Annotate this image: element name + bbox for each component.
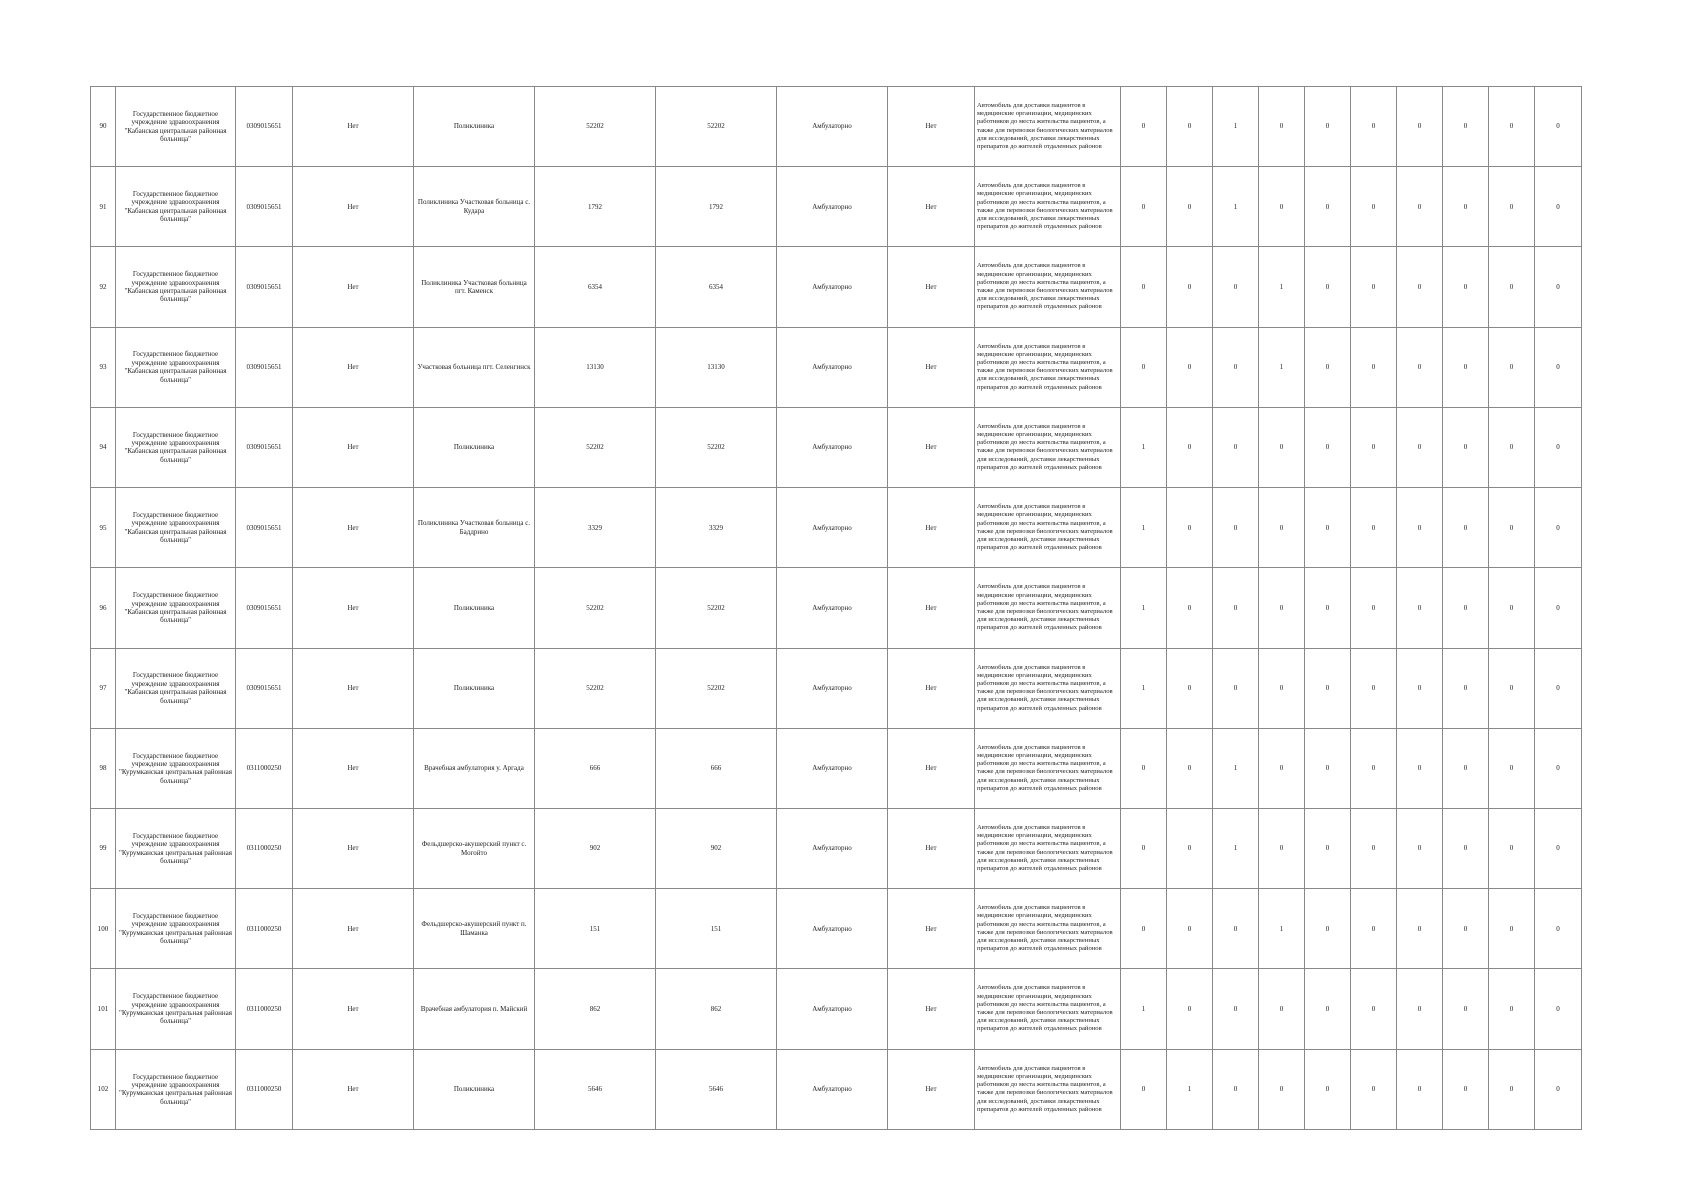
population-cell: 6354 <box>535 247 656 327</box>
vehicle-count: 0 <box>1397 1049 1443 1129</box>
vehicle-count: 0 <box>1397 808 1443 888</box>
vehicle-count: 0 <box>1213 969 1259 1049</box>
population-cell: 862 <box>535 969 656 1049</box>
organization-name: Государственное бюджетное учреждение здравоохранения "Кабанская центральная районная больница" <box>116 488 236 568</box>
vehicle-purpose: Автомобиль для доставки пациентов в медицинские организации, медицинских работников до места жительства пациентов, а также для перевозки биологических материалов для исследований, доставки лекарственных препаратов до жителей отдаленных районов <box>975 167 1121 247</box>
flag-cell: Нет <box>293 247 414 327</box>
vehicle-purpose: Автомобиль для доставки пациентов в медицинские организации, медицинских работников до места жительства пациентов, а также для перевозки биологических материалов для исследований, доставки лекарственных препаратов до жителей отдаленных районов <box>975 1049 1121 1129</box>
department-name: Врачебная амбулатория у. Аргада <box>414 728 535 808</box>
vehicle-count: 1 <box>1213 728 1259 808</box>
department-name: Фельдшерско-акушерский пункт с. Могойто <box>414 808 535 888</box>
vehicle-count: 0 <box>1121 167 1167 247</box>
row-number: 102 <box>91 1049 116 1129</box>
vehicle-count: 0 <box>1259 969 1305 1049</box>
inn-code: 0311000250 <box>236 808 293 888</box>
flag-cell-2: Нет <box>888 488 975 568</box>
vehicle-count: 0 <box>1167 568 1213 648</box>
population-cell: 13130 <box>535 327 656 407</box>
vehicle-count: 0 <box>1351 327 1397 407</box>
vehicle-count: 1 <box>1259 327 1305 407</box>
flag-cell-2: Нет <box>888 1049 975 1129</box>
flag-cell: Нет <box>293 969 414 1049</box>
vehicle-count: 0 <box>1305 889 1351 969</box>
vehicle-count: 0 <box>1489 889 1535 969</box>
vehicle-count: 0 <box>1351 488 1397 568</box>
vehicle-count: 0 <box>1489 407 1535 487</box>
vehicle-purpose: Автомобиль для доставки пациентов в медицинские организации, медицинских работников до места жительства пациентов, а также для перевозки биологических материалов для исследований, доставки лекарственных препаратов до жителей отдаленных районов <box>975 568 1121 648</box>
vehicle-count: 0 <box>1489 568 1535 648</box>
vehicle-count: 0 <box>1259 167 1305 247</box>
population-cell: 52202 <box>535 87 656 167</box>
organization-name: Государственное бюджетное учреждение здравоохранения "Кабанская центральная районная больница" <box>116 568 236 648</box>
organization-name: Государственное бюджетное учреждение здравоохранения "Кабанская центральная районная больница" <box>116 648 236 728</box>
organization-name: Государственное бюджетное учреждение здравоохранения "Курумканская центральная районная больница" <box>116 728 236 808</box>
vehicle-count: 0 <box>1259 648 1305 728</box>
table-row <box>91 1049 1582 1129</box>
flag-cell: Нет <box>293 87 414 167</box>
vehicle-count: 0 <box>1535 969 1582 1049</box>
vehicle-count: 0 <box>1535 407 1582 487</box>
inn-code: 0309015651 <box>236 167 293 247</box>
vehicle-purpose: Автомобиль для доставки пациентов в медицинские организации, медицинских работников до места жительства пациентов, а также для перевозки биологических материалов для исследований, доставки лекарственных препаратов до жителей отдаленных районов <box>975 969 1121 1049</box>
vehicle-count: 0 <box>1167 167 1213 247</box>
vehicle-count: 0 <box>1351 407 1397 487</box>
vehicle-count: 0 <box>1443 247 1489 327</box>
inn-code: 0309015651 <box>236 87 293 167</box>
vehicle-count: 0 <box>1259 488 1305 568</box>
inn-code: 0311000250 <box>236 1049 293 1129</box>
vehicle-count: 0 <box>1259 1049 1305 1129</box>
row-number: 90 <box>91 87 116 167</box>
flag-cell-2: Нет <box>888 87 975 167</box>
population-served-cell: 666 <box>656 728 777 808</box>
vehicle-count: 0 <box>1397 488 1443 568</box>
vehicle-count: 0 <box>1167 889 1213 969</box>
table-row <box>91 327 1582 407</box>
vehicle-count: 0 <box>1213 407 1259 487</box>
table-row <box>91 889 1582 969</box>
organization-name: Государственное бюджетное учреждение здравоохранения "Кабанская центральная районная больница" <box>116 167 236 247</box>
vehicle-count: 1 <box>1121 648 1167 728</box>
row-number: 92 <box>91 247 116 327</box>
row-number: 91 <box>91 167 116 247</box>
inn-code: 0309015651 <box>236 327 293 407</box>
flag-cell: Нет <box>293 568 414 648</box>
row-number: 96 <box>91 568 116 648</box>
flag-cell: Нет <box>293 167 414 247</box>
vehicle-purpose: Автомобиль для доставки пациентов в медицинские организации, медицинских работников до места жительства пациентов, а также для перевозки биологических материалов для исследований, доставки лекарственных препаратов до жителей отдаленных районов <box>975 889 1121 969</box>
row-number: 98 <box>91 728 116 808</box>
population-served-cell: 902 <box>656 808 777 888</box>
population-served-cell: 1792 <box>656 167 777 247</box>
vehicle-count: 0 <box>1213 488 1259 568</box>
inn-code: 0309015651 <box>236 568 293 648</box>
vehicle-purpose: Автомобиль для доставки пациентов в медицинские организации, медицинских работников до места жительства пациентов, а также для перевозки биологических материалов для исследований, доставки лекарственных препаратов до жителей отдаленных районов <box>975 327 1121 407</box>
vehicle-count: 0 <box>1351 728 1397 808</box>
vehicle-count: 0 <box>1121 327 1167 407</box>
flag-cell-2: Нет <box>888 969 975 1049</box>
table-row <box>91 488 1582 568</box>
vehicle-purpose: Автомобиль для доставки пациентов в медицинские организации, медицинских работников до места жительства пациентов, а также для перевозки биологических материалов для исследований, доставки лекарственных препаратов до жителей отдаленных районов <box>975 808 1121 888</box>
vehicle-count: 0 <box>1535 1049 1582 1129</box>
population-cell: 902 <box>535 808 656 888</box>
department-name: Поликлиника <box>414 568 535 648</box>
vehicle-count: 0 <box>1443 728 1489 808</box>
vehicle-count: 0 <box>1489 808 1535 888</box>
care-type-cell: Амбулаторно <box>777 247 888 327</box>
vehicle-count: 0 <box>1305 969 1351 1049</box>
vehicle-count: 0 <box>1305 648 1351 728</box>
vehicle-count: 0 <box>1305 1049 1351 1129</box>
department-name: Поликлиника <box>414 1049 535 1129</box>
flag-cell: Нет <box>293 728 414 808</box>
vehicle-purpose: Автомобиль для доставки пациентов в медицинские организации, медицинских работников до места жительства пациентов, а также для перевозки биологических материалов для исследований, доставки лекарственных препаратов до жителей отдаленных районов <box>975 728 1121 808</box>
vehicle-count: 0 <box>1351 247 1397 327</box>
vehicle-count: 0 <box>1397 247 1443 327</box>
flag-cell: Нет <box>293 808 414 888</box>
vehicle-count: 0 <box>1443 167 1489 247</box>
inn-code: 0311000250 <box>236 728 293 808</box>
vehicle-count: 0 <box>1535 648 1582 728</box>
vehicle-count: 0 <box>1167 648 1213 728</box>
care-type-cell: Амбулаторно <box>777 808 888 888</box>
organization-name: Государственное бюджетное учреждение здравоохранения "Кабанская центральная районная больница" <box>116 327 236 407</box>
vehicle-count: 0 <box>1443 488 1489 568</box>
department-name: Участковая больница пгт. Селенгинск <box>414 327 535 407</box>
vehicle-count: 0 <box>1351 1049 1397 1129</box>
vehicle-count: 0 <box>1259 568 1305 648</box>
flag-cell: Нет <box>293 488 414 568</box>
care-type-cell: Амбулаторно <box>777 969 888 1049</box>
vehicle-count: 0 <box>1489 87 1535 167</box>
vehicle-count: 0 <box>1351 889 1397 969</box>
vehicle-count: 0 <box>1489 969 1535 1049</box>
population-cell: 52202 <box>535 407 656 487</box>
organization-name: Государственное бюджетное учреждение здравоохранения "Курумканская центральная районная больница" <box>116 969 236 1049</box>
vehicle-count: 0 <box>1397 728 1443 808</box>
vehicle-count: 0 <box>1259 407 1305 487</box>
population-cell: 1792 <box>535 167 656 247</box>
flag-cell-2: Нет <box>888 808 975 888</box>
vehicle-count: 0 <box>1121 247 1167 327</box>
table-row <box>91 407 1582 487</box>
vehicle-count: 0 <box>1443 327 1489 407</box>
table-row <box>91 648 1582 728</box>
flag-cell-2: Нет <box>888 247 975 327</box>
vehicle-count: 0 <box>1167 969 1213 1049</box>
care-type-cell: Амбулаторно <box>777 167 888 247</box>
vehicle-count: 0 <box>1489 648 1535 728</box>
population-served-cell: 52202 <box>656 87 777 167</box>
vehicle-count: 0 <box>1489 488 1535 568</box>
vehicle-count: 0 <box>1305 167 1351 247</box>
vehicle-count: 0 <box>1397 87 1443 167</box>
department-name: Поликлиника Участковая больница пгт. Каменск <box>414 247 535 327</box>
department-name: Поликлиника Участковая больница с. Кудара <box>414 167 535 247</box>
vehicle-count: 0 <box>1443 969 1489 1049</box>
vehicle-count: 0 <box>1259 728 1305 808</box>
care-type-cell: Амбулаторно <box>777 648 888 728</box>
organization-name: Государственное бюджетное учреждение здравоохранения "Курумканская центральная районная больница" <box>116 1049 236 1129</box>
population-served-cell: 5646 <box>656 1049 777 1129</box>
vehicle-count: 0 <box>1535 167 1582 247</box>
department-name: Поликлиника <box>414 87 535 167</box>
vehicle-count: 0 <box>1489 167 1535 247</box>
vehicle-count: 0 <box>1397 969 1443 1049</box>
care-type-cell: Амбулаторно <box>777 1049 888 1129</box>
population-cell: 666 <box>535 728 656 808</box>
inn-code: 0309015651 <box>236 488 293 568</box>
care-type-cell: Амбулаторно <box>777 488 888 568</box>
department-name: Поликлиника Участковая больница с. Баддрино <box>414 488 535 568</box>
vehicle-count: 0 <box>1121 889 1167 969</box>
inn-code: 0309015651 <box>236 407 293 487</box>
vehicle-purpose: Автомобиль для доставки пациентов в медицинские организации, медицинских работников до места жительства пациентов, а также для перевозки биологических материалов для исследований, доставки лекарственных препаратов до жителей отдаленных районов <box>975 407 1121 487</box>
vehicle-count: 0 <box>1535 488 1582 568</box>
vehicle-count: 0 <box>1167 87 1213 167</box>
vehicle-count: 0 <box>1535 889 1582 969</box>
vehicle-count: 0 <box>1167 488 1213 568</box>
table-row <box>91 969 1582 1049</box>
vehicle-count: 0 <box>1535 247 1582 327</box>
vehicle-count: 0 <box>1213 648 1259 728</box>
vehicle-count: 1 <box>1213 87 1259 167</box>
row-number: 93 <box>91 327 116 407</box>
vehicle-count: 0 <box>1535 728 1582 808</box>
care-type-cell: Амбулаторно <box>777 728 888 808</box>
vehicle-purpose: Автомобиль для доставки пациентов в медицинские организации, медицинских работников до места жительства пациентов, а также для перевозки биологических материалов для исследований, доставки лекарственных препаратов до жителей отдаленных районов <box>975 87 1121 167</box>
flag-cell: Нет <box>293 648 414 728</box>
table-body <box>91 87 1582 1130</box>
vehicle-count: 0 <box>1443 407 1489 487</box>
vehicle-count: 0 <box>1351 167 1397 247</box>
row-number: 100 <box>91 889 116 969</box>
row-number: 97 <box>91 648 116 728</box>
vehicle-count: 0 <box>1167 407 1213 487</box>
vehicle-count: 0 <box>1305 87 1351 167</box>
table-row <box>91 728 1582 808</box>
vehicle-count: 0 <box>1213 247 1259 327</box>
row-number: 101 <box>91 969 116 1049</box>
vehicle-count: 1 <box>1213 808 1259 888</box>
care-type-cell: Амбулаторно <box>777 568 888 648</box>
care-type-cell: Амбулаторно <box>777 327 888 407</box>
inn-code: 0309015651 <box>236 648 293 728</box>
flag-cell-2: Нет <box>888 568 975 648</box>
vehicle-count: 0 <box>1351 648 1397 728</box>
vehicle-count: 0 <box>1397 167 1443 247</box>
flag-cell-2: Нет <box>888 407 975 487</box>
vehicle-count: 0 <box>1121 87 1167 167</box>
vehicle-count: 0 <box>1397 407 1443 487</box>
care-type-cell: Амбулаторно <box>777 87 888 167</box>
vehicle-count: 0 <box>1489 327 1535 407</box>
vehicle-count: 0 <box>1397 568 1443 648</box>
vehicle-count: 0 <box>1259 87 1305 167</box>
vehicle-count: 0 <box>1351 87 1397 167</box>
vehicle-count: 0 <box>1121 728 1167 808</box>
vehicle-count: 0 <box>1397 889 1443 969</box>
vehicle-count: 1 <box>1121 407 1167 487</box>
row-number: 99 <box>91 808 116 888</box>
population-cell: 3329 <box>535 488 656 568</box>
vehicle-count: 0 <box>1305 327 1351 407</box>
vehicle-count: 0 <box>1167 728 1213 808</box>
row-number: 95 <box>91 488 116 568</box>
vehicle-count: 0 <box>1397 327 1443 407</box>
vehicle-count: 1 <box>1259 889 1305 969</box>
vehicle-purpose: Автомобиль для доставки пациентов в медицинские организации, медицинских работников до места жительства пациентов, а также для перевозки биологических материалов для исследований, доставки лекарственных препаратов до жителей отдаленных районов <box>975 648 1121 728</box>
population-cell: 5646 <box>535 1049 656 1129</box>
vehicle-count: 1 <box>1213 167 1259 247</box>
vehicle-count: 0 <box>1121 1049 1167 1129</box>
vehicle-count: 0 <box>1121 808 1167 888</box>
population-served-cell: 52202 <box>656 407 777 487</box>
department-name: Поликлиника <box>414 648 535 728</box>
care-type-cell: Амбулаторно <box>777 407 888 487</box>
inn-code: 0311000250 <box>236 969 293 1049</box>
table-row <box>91 808 1582 888</box>
vehicle-count: 0 <box>1305 247 1351 327</box>
vehicle-count: 0 <box>1443 1049 1489 1129</box>
population-cell: 52202 <box>535 648 656 728</box>
population-cell: 151 <box>535 889 656 969</box>
vehicle-count: 0 <box>1443 568 1489 648</box>
inn-code: 0309015651 <box>236 247 293 327</box>
flag-cell: Нет <box>293 1049 414 1129</box>
table-row <box>91 167 1582 247</box>
vehicle-count: 0 <box>1167 247 1213 327</box>
organization-name: Государственное бюджетное учреждение здравоохранения "Курумканская центральная районная больница" <box>116 808 236 888</box>
vehicle-count: 0 <box>1489 1049 1535 1129</box>
flag-cell-2: Нет <box>888 167 975 247</box>
vehicle-purpose: Автомобиль для доставки пациентов в медицинские организации, медицинских работников до места жительства пациентов, а также для перевозки биологических материалов для исследований, доставки лекарственных препаратов до жителей отдаленных районов <box>975 247 1121 327</box>
vehicle-count: 0 <box>1351 808 1397 888</box>
vehicle-allocation-table <box>90 86 1582 1130</box>
vehicle-count: 1 <box>1121 568 1167 648</box>
vehicle-count: 0 <box>1443 648 1489 728</box>
vehicle-count: 0 <box>1305 728 1351 808</box>
table-row <box>91 568 1582 648</box>
population-cell: 52202 <box>535 568 656 648</box>
vehicle-count: 0 <box>1443 889 1489 969</box>
flag-cell-2: Нет <box>888 327 975 407</box>
organization-name: Государственное бюджетное учреждение здравоохранения "Кабанская центральная районная больница" <box>116 407 236 487</box>
vehicle-count: 0 <box>1351 568 1397 648</box>
vehicle-count: 1 <box>1121 488 1167 568</box>
vehicle-count: 0 <box>1535 808 1582 888</box>
vehicle-count: 0 <box>1305 407 1351 487</box>
organization-name: Государственное бюджетное учреждение здравоохранения "Курумканская центральная районная больница" <box>116 889 236 969</box>
flag-cell: Нет <box>293 889 414 969</box>
vehicle-count: 0 <box>1213 568 1259 648</box>
vehicle-count: 0 <box>1489 728 1535 808</box>
organization-name: Государственное бюджетное учреждение здравоохранения "Кабанская центральная районная больница" <box>116 247 236 327</box>
organization-name: Государственное бюджетное учреждение здравоохранения "Кабанская центральная районная больница" <box>116 87 236 167</box>
flag-cell-2: Нет <box>888 889 975 969</box>
row-number: 94 <box>91 407 116 487</box>
vehicle-count: 0 <box>1305 808 1351 888</box>
table-row <box>91 247 1582 327</box>
population-served-cell: 52202 <box>656 648 777 728</box>
population-served-cell: 13130 <box>656 327 777 407</box>
flag-cell: Нет <box>293 407 414 487</box>
population-served-cell: 3329 <box>656 488 777 568</box>
vehicle-count: 0 <box>1489 247 1535 327</box>
vehicle-count: 0 <box>1167 808 1213 888</box>
vehicle-count: 0 <box>1535 87 1582 167</box>
vehicle-count: 0 <box>1305 488 1351 568</box>
vehicle-count: 0 <box>1213 889 1259 969</box>
vehicle-count: 0 <box>1535 568 1582 648</box>
vehicle-purpose: Автомобиль для доставки пациентов в медицинские организации, медицинских работников до места жительства пациентов, а также для перевозки биологических материалов для исследований, доставки лекарственных препаратов до жителей отдаленных районов <box>975 488 1121 568</box>
vehicle-count: 0 <box>1351 969 1397 1049</box>
population-served-cell: 52202 <box>656 568 777 648</box>
care-type-cell: Амбулаторно <box>777 889 888 969</box>
vehicle-count: 1 <box>1259 247 1305 327</box>
population-served-cell: 862 <box>656 969 777 1049</box>
vehicle-count: 0 <box>1535 327 1582 407</box>
inn-code: 0311000250 <box>236 889 293 969</box>
department-name: Фельдшерско-акушерский пункт п. Шаманка <box>414 889 535 969</box>
vehicle-count: 0 <box>1443 87 1489 167</box>
flag-cell: Нет <box>293 327 414 407</box>
vehicle-count: 0 <box>1443 808 1489 888</box>
department-name: Поликлиника <box>414 407 535 487</box>
table-row <box>91 87 1582 167</box>
vehicle-count: 0 <box>1213 1049 1259 1129</box>
population-served-cell: 151 <box>656 889 777 969</box>
flag-cell-2: Нет <box>888 728 975 808</box>
vehicle-count: 1 <box>1121 969 1167 1049</box>
vehicle-count: 1 <box>1167 1049 1213 1129</box>
vehicle-count: 0 <box>1397 648 1443 728</box>
vehicle-count: 0 <box>1167 327 1213 407</box>
population-served-cell: 6354 <box>656 247 777 327</box>
flag-cell-2: Нет <box>888 648 975 728</box>
vehicle-count: 0 <box>1213 327 1259 407</box>
department-name: Врачебная амбулатория п. Майский <box>414 969 535 1049</box>
vehicle-count: 0 <box>1305 568 1351 648</box>
vehicle-count: 0 <box>1259 808 1305 888</box>
